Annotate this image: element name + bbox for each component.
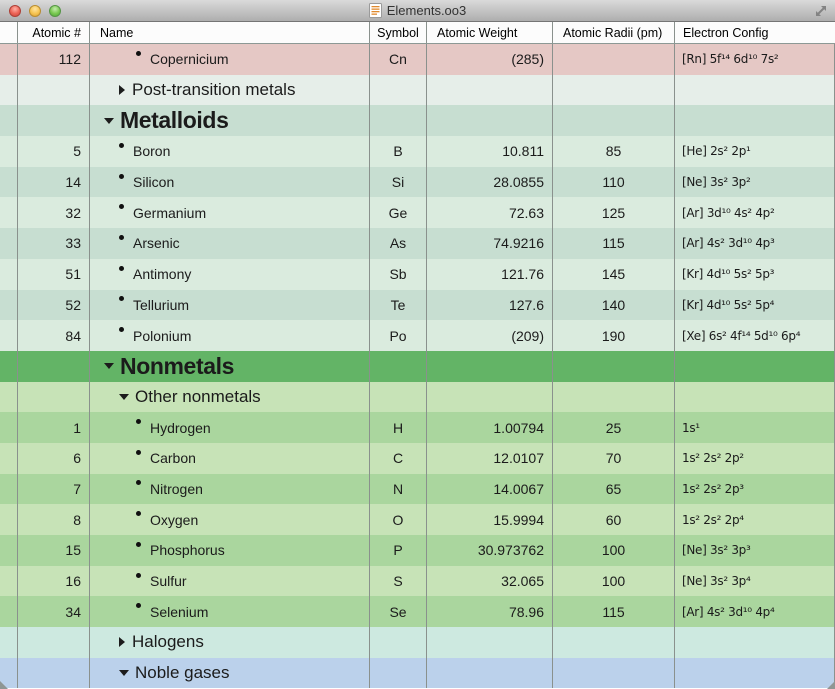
name-indent-group (90, 443, 196, 474)
cell-atomic-radii[interactable]: 65 (553, 474, 675, 505)
row-nonmetals[interactable] (0, 351, 835, 382)
outline-rows (0, 44, 835, 688)
cell-name (90, 382, 370, 413)
cell-symbol[interactable]: Cn (370, 44, 427, 75)
cell-symbol[interactable]: O (370, 504, 427, 535)
cell-symbol[interactable]: Po (370, 320, 427, 351)
row-gutter (0, 320, 18, 351)
cell-atomic-radii (553, 658, 675, 689)
cell-atomic-radii[interactable]: 60 (553, 504, 675, 535)
cell-electron-config[interactable]: [Xe] 6s² 4f¹⁴ 5d¹⁰ 6p⁴ (675, 320, 835, 351)
cell-name (90, 320, 370, 351)
cell-atomic-radii[interactable]: 85 (553, 136, 675, 167)
item-bullet-icon[interactable] (119, 204, 124, 209)
cell-symbol (370, 658, 427, 689)
cell-electron-config[interactable]: 1s² 2s² 2p³ (675, 474, 835, 505)
cell-atomic-number[interactable]: 51 (18, 259, 90, 290)
row-gutter (0, 535, 18, 566)
cell-name (90, 167, 370, 198)
cell-atomic-radii (553, 382, 675, 413)
row-nitrogen[interactable] (0, 474, 835, 505)
disclosure-triangle-icon[interactable] (119, 85, 125, 95)
cell-name (90, 351, 370, 382)
cell-atomic-radii[interactable]: 100 (553, 566, 675, 597)
resize-arrows-icon[interactable] (813, 3, 829, 19)
name-indent-group (90, 504, 198, 535)
cell-atomic-weight[interactable]: 78.96 (427, 596, 553, 627)
item-bullet-icon[interactable] (136, 603, 141, 608)
item-bullet-icon[interactable] (136, 511, 141, 516)
cell-atomic-number[interactable]: 84 (18, 320, 90, 351)
element-name[interactable]: Phosphorus (150, 542, 225, 559)
cell-electron-config[interactable]: 1s² 2s² 2p² (675, 443, 835, 474)
row-polonium[interactable] (0, 320, 835, 351)
element-name[interactable]: Polonium (133, 327, 192, 344)
name-indent-group (90, 382, 261, 413)
cell-atomic-radii (553, 105, 675, 136)
column-header-symbol[interactable]: Symbol (370, 22, 427, 43)
row-gutter (0, 412, 18, 443)
row-gutter (0, 105, 18, 136)
name-indent-group (90, 290, 189, 321)
cell-electron-config[interactable]: [Kr] 4d¹⁰ 5s² 5p³ (675, 259, 835, 290)
row-gutter (0, 627, 18, 658)
row-antimony[interactable] (0, 259, 835, 290)
row-gutter (0, 167, 18, 198)
cell-electron-config[interactable]: [Ar] 4s² 3d¹⁰ 4p³ (675, 228, 835, 259)
element-name[interactable]: Oxygen (150, 511, 199, 528)
row-gutter (0, 382, 18, 413)
name-indent-group (90, 566, 187, 597)
row-gutter (0, 197, 18, 228)
cell-atomic-weight[interactable]: 14.0067 (427, 474, 553, 505)
cell-atomic-radii[interactable]: 190 (553, 320, 675, 351)
cell-name (90, 228, 370, 259)
cell-name (90, 596, 370, 627)
cell-atomic-weight (427, 105, 553, 136)
window-title-group (369, 3, 467, 18)
cell-symbol[interactable]: B (370, 136, 427, 167)
cell-electron-config[interactable]: [He] 2s² 2p¹ (675, 136, 835, 167)
cell-electron-config (675, 658, 835, 689)
cell-name (90, 443, 370, 474)
cell-atomic-weight[interactable]: 74.9216 (427, 228, 553, 259)
group-title[interactable]: Nonmetals (120, 352, 234, 379)
item-bullet-icon[interactable] (119, 174, 124, 179)
cell-electron-config[interactable]: [Kr] 4d¹⁰ 5s² 5p⁴ (675, 290, 835, 321)
group-title[interactable]: Post-transition metals (132, 80, 296, 100)
row-gutter (0, 290, 18, 321)
cell-name (90, 290, 370, 321)
cell-atomic-weight[interactable]: 121.76 (427, 259, 553, 290)
cell-symbol[interactable]: Si (370, 167, 427, 198)
cell-electron-config[interactable]: [Rn] 5f¹⁴ 6d¹⁰ 7s² (675, 44, 835, 75)
item-bullet-icon[interactable] (119, 143, 124, 148)
row-gutter (0, 474, 18, 505)
name-indent-group (90, 167, 174, 198)
cell-atomic-weight[interactable]: (285) (427, 44, 553, 75)
cell-atomic-number (18, 75, 90, 106)
row-gutter (0, 351, 18, 382)
row-sulfur[interactable] (0, 566, 835, 597)
cell-symbol[interactable]: H (370, 412, 427, 443)
cell-atomic-number[interactable]: 5 (18, 136, 90, 167)
cell-atomic-number[interactable]: 32 (18, 197, 90, 228)
cell-atomic-radii (553, 44, 675, 75)
row-hydrogen[interactable] (0, 412, 835, 443)
cell-atomic-radii[interactable]: 25 (553, 412, 675, 443)
name-indent-group (90, 136, 170, 167)
cell-atomic-weight[interactable]: 32.065 (427, 566, 553, 597)
element-name[interactable]: Silicon (133, 174, 175, 191)
row-gutter (0, 136, 18, 167)
row-tellurium[interactable] (0, 290, 835, 321)
cell-name (90, 44, 370, 75)
cell-atomic-weight[interactable]: 28.0855 (427, 167, 553, 198)
cell-symbol[interactable]: S (370, 566, 427, 597)
row-gutter (0, 504, 18, 535)
item-bullet-icon[interactable] (119, 327, 124, 332)
cell-atomic-weight[interactable]: 30.973762 (427, 535, 553, 566)
row-gutter (0, 75, 18, 106)
cell-name (90, 566, 370, 597)
item-bullet-icon[interactable] (119, 235, 124, 240)
cell-atomic-weight (427, 351, 553, 382)
group-title[interactable]: Halogens (132, 632, 204, 652)
cell-name (90, 75, 370, 106)
row-arsenic[interactable] (0, 228, 835, 259)
disclosure-triangle-icon[interactable] (119, 670, 129, 676)
name-indent-group (90, 535, 225, 566)
cell-name (90, 658, 370, 689)
cell-symbol (370, 105, 427, 136)
cell-atomic-number[interactable]: 6 (18, 443, 90, 474)
element-name[interactable]: Germanium (133, 204, 207, 221)
close-button-icon[interactable] (9, 5, 21, 17)
row-gutter (0, 44, 18, 75)
cell-atomic-number[interactable]: 14 (18, 167, 90, 198)
cell-atomic-weight (427, 658, 553, 689)
name-indent-group (90, 351, 234, 382)
cell-symbol[interactable]: N (370, 474, 427, 505)
row-selenium[interactable] (0, 596, 835, 627)
cell-electron-config (675, 351, 835, 382)
cell-atomic-number (18, 658, 90, 689)
column-header-atomic[interactable]: Atomic # (18, 22, 90, 43)
item-bullet-icon[interactable] (136, 51, 141, 56)
cell-electron-config[interactable]: [Ar] 4s² 3d¹⁰ 4p⁴ (675, 596, 835, 627)
cell-electron-config[interactable]: [Ne] 3s² 3p² (675, 167, 835, 198)
cell-name (90, 535, 370, 566)
cell-name (90, 627, 370, 658)
cell-atomic-number (18, 382, 90, 413)
cell-atomic-radii[interactable]: 115 (553, 596, 675, 627)
cell-name (90, 105, 370, 136)
traffic-lights (9, 5, 61, 17)
cell-name (90, 474, 370, 505)
element-name[interactable]: Arsenic (133, 235, 180, 252)
cell-atomic-radii (553, 351, 675, 382)
name-indent-group (90, 474, 203, 505)
cell-electron-config (675, 627, 835, 658)
cell-name (90, 259, 370, 290)
cell-name (90, 136, 370, 167)
element-name[interactable]: Hydrogen (150, 419, 211, 436)
cell-symbol[interactable]: Ge (370, 197, 427, 228)
name-indent-group (90, 259, 191, 290)
item-bullet-icon[interactable] (136, 419, 141, 424)
row-gutter (0, 443, 18, 474)
cell-electron-config (675, 105, 835, 136)
cell-atomic-number[interactable]: 33 (18, 228, 90, 259)
cell-atomic-weight (427, 75, 553, 106)
row-post-transition-metals[interactable] (0, 75, 835, 106)
cell-atomic-radii[interactable]: 110 (553, 167, 675, 198)
row-other-nonmetals[interactable] (0, 382, 835, 413)
item-bullet-icon[interactable] (136, 480, 141, 485)
disclosure-triangle-icon[interactable] (119, 637, 125, 647)
cell-symbol[interactable]: P (370, 535, 427, 566)
cell-electron-config[interactable]: [Ne] 3s² 3p³ (675, 535, 835, 566)
cell-atomic-number[interactable]: 52 (18, 290, 90, 321)
cell-electron-config[interactable]: [Ar] 3d¹⁰ 4s² 4p² (675, 197, 835, 228)
cell-electron-config (675, 382, 835, 413)
name-indent-group (90, 596, 208, 627)
row-copernicium[interactable] (0, 44, 835, 75)
row-halogens[interactable] (0, 627, 835, 658)
cell-atomic-number[interactable]: 15 (18, 535, 90, 566)
cell-atomic-radii (553, 627, 675, 658)
name-indent-group (90, 197, 206, 228)
window-title: Elements.oo3 (386, 3, 467, 18)
cell-atomic-radii[interactable]: 125 (553, 197, 675, 228)
cell-atomic-number[interactable]: 7 (18, 474, 90, 505)
column-header-weight[interactable]: Atomic Weight (427, 22, 553, 43)
row-gutter (0, 566, 18, 597)
item-bullet-icon[interactable] (119, 296, 124, 301)
column-header-row (0, 22, 835, 44)
element-name[interactable]: Carbon (150, 450, 196, 467)
cell-atomic-radii[interactable]: 100 (553, 535, 675, 566)
cell-atomic-number[interactable]: 8 (18, 504, 90, 535)
element-name[interactable]: Tellurium (133, 296, 190, 313)
cell-symbol[interactable]: Te (370, 290, 427, 321)
cell-electron-config (675, 75, 835, 106)
window-resize-grip-left-icon[interactable] (0, 681, 8, 689)
cell-atomic-radii[interactable]: 145 (553, 259, 675, 290)
name-indent-group (90, 627, 204, 658)
name-indent-group (90, 75, 295, 106)
group-title[interactable]: Other nonmetals (135, 386, 261, 406)
row-germanium[interactable] (0, 197, 835, 228)
cell-atomic-weight[interactable]: 72.63 (427, 197, 553, 228)
item-bullet-icon[interactable] (136, 450, 141, 455)
title-bar[interactable] (0, 0, 835, 22)
column-header-radii[interactable]: Atomic Radii (pm) (553, 22, 675, 43)
cell-atomic-number[interactable]: 34 (18, 596, 90, 627)
item-bullet-icon[interactable] (136, 542, 141, 547)
name-indent-group (90, 658, 230, 689)
item-bullet-icon[interactable] (136, 573, 141, 578)
row-phosphorus[interactable] (0, 535, 835, 566)
name-indent-group (90, 228, 180, 259)
element-name[interactable]: Selenium (150, 603, 209, 620)
cell-atomic-radii[interactable]: 70 (553, 443, 675, 474)
row-metalloids[interactable] (0, 105, 835, 136)
cell-atomic-weight[interactable]: (209) (427, 320, 553, 351)
element-name[interactable]: Antimony (133, 266, 192, 283)
cell-atomic-number[interactable]: 1 (18, 412, 90, 443)
item-bullet-icon[interactable] (119, 266, 124, 271)
cell-symbol[interactable]: Se (370, 596, 427, 627)
column-header-config[interactable]: Electron Config (683, 25, 769, 40)
name-indent-group (90, 412, 211, 443)
cell-symbol (370, 75, 427, 106)
cell-atomic-weight[interactable]: 1.00794 (427, 412, 553, 443)
column-header-gutter (0, 22, 18, 43)
row-gutter (0, 228, 18, 259)
window-resize-grip-right-icon[interactable] (827, 681, 835, 689)
cell-name (90, 197, 370, 228)
element-name[interactable]: Sulfur (150, 573, 187, 590)
cell-atomic-number (18, 105, 90, 136)
row-oxygen[interactable] (0, 504, 835, 535)
cell-atomic-radii (553, 75, 675, 106)
disclosure-triangle-icon[interactable] (104, 118, 114, 124)
row-carbon[interactable] (0, 443, 835, 474)
cell-atomic-weight (427, 627, 553, 658)
minimize-button-icon[interactable] (29, 5, 41, 17)
cell-electron-config[interactable]: [Ne] 3s² 3p⁴ (675, 566, 835, 597)
cell-atomic-number[interactable]: 112 (18, 44, 90, 75)
row-gutter (0, 596, 18, 627)
cell-atomic-weight[interactable]: 127.6 (427, 290, 553, 321)
group-title[interactable]: Metalloids (120, 107, 229, 134)
row-noble-gases[interactable] (0, 658, 835, 689)
cell-symbol (370, 382, 427, 413)
element-name[interactable]: Copernicium (150, 51, 229, 68)
row-gutter (0, 259, 18, 290)
name-indent-group (90, 320, 191, 351)
zoom-button-icon[interactable] (49, 5, 61, 17)
name-indent-group (90, 105, 228, 136)
column-header-name[interactable]: Name (90, 22, 370, 43)
name-indent-group (90, 44, 229, 75)
cell-symbol (370, 627, 427, 658)
cell-symbol[interactable]: Sb (370, 259, 427, 290)
cell-atomic-radii[interactable]: 140 (553, 290, 675, 321)
element-name[interactable]: Nitrogen (150, 480, 203, 497)
group-title[interactable]: Noble gases (135, 663, 230, 683)
cell-atomic-number[interactable]: 16 (18, 566, 90, 597)
document-icon (369, 3, 382, 18)
cell-symbol (370, 351, 427, 382)
disclosure-triangle-icon[interactable] (104, 363, 114, 369)
cell-atomic-number (18, 627, 90, 658)
cell-name (90, 504, 370, 535)
disclosure-triangle-icon[interactable] (119, 394, 129, 400)
cell-electron-config[interactable]: 1s² 2s² 2p⁴ (675, 504, 835, 535)
row-silicon[interactable] (0, 167, 835, 198)
cell-symbol[interactable]: As (370, 228, 427, 259)
row-boron[interactable] (0, 136, 835, 167)
cell-electron-config[interactable]: 1s¹ (675, 412, 835, 443)
cell-symbol[interactable]: C (370, 443, 427, 474)
cell-atomic-number (18, 351, 90, 382)
cell-atomic-weight[interactable]: 15.9994 (427, 504, 553, 535)
element-name[interactable]: Boron (133, 143, 171, 160)
cell-atomic-weight[interactable]: 10.811 (427, 136, 553, 167)
cell-atomic-radii[interactable]: 115 (553, 228, 675, 259)
cell-name (90, 412, 370, 443)
cell-atomic-weight (427, 382, 553, 413)
cell-atomic-weight[interactable]: 12.0107 (427, 443, 553, 474)
